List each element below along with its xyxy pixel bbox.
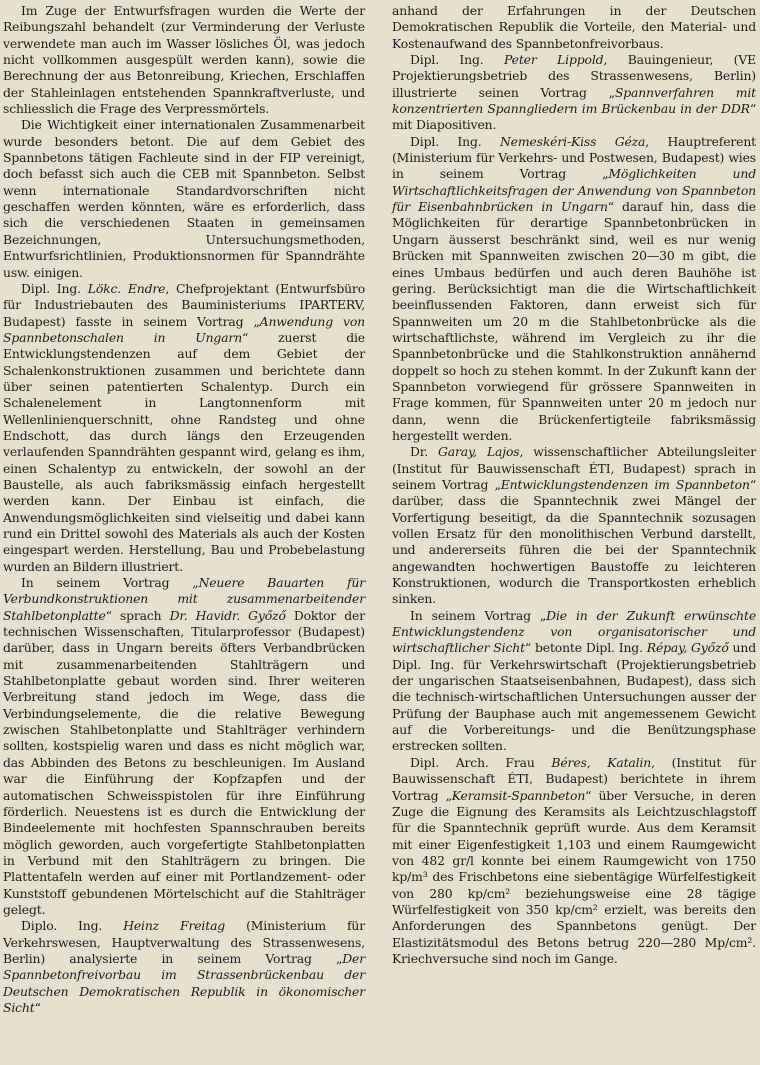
italic-text: Keramsit-Spannbeton xyxy=(451,787,586,803)
left-column xyxy=(3,3,365,1065)
italic-text: Anwendung von Spannbetonschalen in Ungarn xyxy=(3,313,365,345)
paragraph xyxy=(3,281,365,575)
text-run: “ darauf hin, dass die Möglichkeiten für derartige Spannbetonbrücken in Ungarn äusserst beschränkt sind, weil es nur wenig Brücken mit Spannweiten zwischen 20—30 m gibt, die eines Umbaus bedürfen und auch deren Bauhöhe ist gering. Berücksichtigt man die die Wirtschaftlichkeit beeinflussenden Faktoren, dann erweist sich für Spannweiten um 20 m die Stahlbetonbrücke als die wirtschaftlichste, während im Vergleich zu ihr die Spannbetonbrücke und die Stahlkonstruktion annähernd doppelt so hoch zu stehen kommt. In der Zukunft kann der Spannbeton vorwiegend für grössere Spannweiten in Frage kommen, für Spannweiten unter 20 m jedoch nur dann, wenn die Brückenfertigteile fabriksmässig hergestellt werden. xyxy=(392,199,756,443)
text-run: (Ministerium für Verkehrswesen, Hauptverwaltung des Strassenwesens, Berlin) analysierte in seinem Vortrag „ xyxy=(3,918,366,966)
italic-text: Neuere Bauarten für Verbundkonstruktionen mit zusammenarbeitender Stahlbetonplatte xyxy=(3,575,366,623)
text-run: Dipl. Ing. xyxy=(410,52,505,68)
paragraph xyxy=(392,444,756,607)
text-run: “ sprach xyxy=(105,607,170,623)
italic-text: Béres, Katalin xyxy=(551,754,652,770)
text-run: , Hauptreferent (Ministerium für Verkehrs- und Postwesen, Budapest) wies in seinem Vortrag „ xyxy=(392,133,757,182)
text-run: , Chefprojektant (Entwurfsbüro für Industriebauten des Bauministeriums IPARTERV, Budapest) fasste in seinem Vortrag „ xyxy=(3,280,366,329)
italic-text: Spannverfahren mit konzentrierten Spanngliedern im Brückenbau in der DDR xyxy=(392,84,756,117)
italic-text: Répay, Győző xyxy=(646,640,729,656)
text-run: , Bauingenieur, (VE Projektierungsbetrieb des Strassenwesens, Berlin) illustrierte seinen Vortrag „ xyxy=(392,52,757,100)
text-run: Doktor der technischen Wissenschaften, Titularprofessor (Budapest) darüber, dass in Ungarn bereits öfters Verbandbrücken mit zusammenarbeitenden Stahlträgern und Stahlbetonplatte gebaut worden sind. Ihrer weiteren Verbreitung stand jedoch im Wege, dass die Verbindungselemente, die die relative Bewegung zwischen Stahlbetonplatte und Stahlträger verhindern sollten, kostspielig waren und dass es nicht möglich war, das Abbinden des Betons zu beschleunigen. Im Ausland war die Einführung der Kopfzapfen und der automatischen Schweisspistolen für ihre Einführung förderlich. Neuestens ist es durch die Entwicklung der Bindeelemente mit hochfesten Spannschrauben bereits möglich geworden, auch vorgefertigte Stahlbetonplatten in Verbund mit den Stahlträgern zu bringen. Die Plattentafeln werden auf einer mit Portlandzement- oder Kunststoff gebundenen Mörtelschicht auf die Stahlträger gelegt. xyxy=(3,607,365,917)
text-run: “ betonte Dipl. Ing. xyxy=(524,640,647,656)
paragraph xyxy=(3,918,365,1016)
text-run: Diplo. Ing. xyxy=(21,918,124,934)
paragraph xyxy=(3,117,365,280)
paragraph xyxy=(392,3,756,52)
text-run: und Dipl. Ing. für Verkehrswirtschaft (Projektierungsbetrieb der ungarischen Staatseisenbahnen, Budapest), dass sich die technisch-wirtschaftlichen Untersuchungen ausser der Prüfung der Bauphase auch mit angemessenem Gewicht auf die Vorbereitungs- und die Benützungsphase erstrecken sollten. xyxy=(392,640,756,754)
right-column xyxy=(392,3,756,1065)
text-run: Dipl. Ing. xyxy=(21,280,88,296)
paragraph xyxy=(392,755,756,967)
paragraph xyxy=(3,3,365,117)
italic-text: Heinz Freitag xyxy=(123,918,226,934)
italic-text: Peter Lippold xyxy=(504,52,604,68)
text-run: anhand der Erfahrungen in der Deutschen Demokratischen Republik die Vorteile, den Material- und Kostenaufwand des Spannbetonfreivorbaus. xyxy=(392,3,756,51)
text-run: Dipl. Ing. xyxy=(410,133,500,149)
text-run: , wissenschaftlicher Abteilungsleiter (Institut für Bauwissenschaft ÉTI, Budapest) sprach in seinem Vortrag „ xyxy=(392,444,756,492)
text-run: “ über Versuche, in deren Zuge die Eignung des Keramsits als Leichtzuschlagstoff für die Spanntechnik geprüft wurde. Aus dem Keramsit mit einer Eigenfestigkeit 1,103 und einem Raumgewicht von 482 gr/l konnte bei einem Raumgewicht von 1750 kp/m³ des Frischbetons eine siebentägige Würfelfestigkeit von 280 kp/cm² beziehungsweise eine 28 tägige Würfelfestigkeit von 350 kp/cm² erzielt, was bereits den Anforderungen des Spannbetons genügt. Der Elastizitätsmodul des Betons betrug 220—280 Mp/cm². Kriechversuche sind noch im Gange. xyxy=(392,787,757,966)
paragraph xyxy=(392,134,756,445)
text-run: “ zuerst die Entwicklungstendenzen auf dem Gebiet der Schalenkonstruktionen zusammen und berichtete dann über seinen patentierten Schalentyp. Durch ein Schalenelement in Langtonnenform mit Wellenlinienquerschnitt, ohne Randsteg und ohne Endschott, das durch längs den Erzeugenden verlaufenden Spanndrähten gespannt wird, gelang es ihm, einen Schalentyp zu entwickeln, der sowohl an der Baustelle, als auch fabriksmässig einfach hergestellt werden kann. Der Einbau ist einfach, die Anwendungsmöglichkeiten sind vielseitig und dabei kann rund ein Drittel sowohl des Materials als auch der Kosten eingespart werden. Herstellung, Bau und Probebelastung wurden an Bildern illustriert. xyxy=(3,329,365,574)
italic-text: Nemeskéri-Kiss Géza xyxy=(499,133,646,149)
paragraph xyxy=(3,575,365,918)
text-run: In seinem Vortrag „ xyxy=(410,607,547,623)
text-run: Im Zuge der Entwurfsfragen wurden die Werte der Reibungszahl behandelt (zur Verminderung der Verluste verwendete man auch im Wasser lösliches Öl, was jedoch nicht vollkommen ausgespült werden kann), sowie die Berechnung der aus Betonreibung, Kriechen, Erschlaffen der Stahleinlagen entstehenden Spannkraftverluste, und schliesslich die Frage des Verpressmörtels. xyxy=(3,3,365,117)
text-run: In seinem Vortrag „ xyxy=(21,575,199,591)
text-run: Dipl. Arch. Frau xyxy=(410,754,552,770)
italic-text: Die in der Zukunft erwünschte Entwicklungstendenz von organisatorischer und wirtschaftlicher Sicht xyxy=(392,607,756,656)
italic-text: Garay, Lajos xyxy=(437,444,520,460)
italic-text: Möglichkeiten und Wirtschaftlichkeitsfragen der Anwendung von Spannbeton für Eisenbahnbrücken in Ungarn xyxy=(392,166,756,215)
text-run: Dr. xyxy=(410,444,438,460)
italic-text: Entwicklungstendenzen im Spannbeton xyxy=(500,476,750,492)
italic-text: Dr. Havidr. Győző xyxy=(169,607,286,623)
paragraph xyxy=(392,608,756,755)
text-run: , (Institut für Bauwissenschaft ÉTI, Budapest) berichtete in ihrem Vortrag „ xyxy=(392,754,756,803)
italic-text: Lökc. Endre xyxy=(87,280,166,296)
paragraph xyxy=(392,52,756,134)
italic-text: Der Spannbetonfreivorbau im Strassenbrückenbau der Deutschen Demokratischen Republik in ökonomischer Sicht xyxy=(3,950,365,1015)
text-run: “ darüber, dass die Spanntechnik zwei Mängel der Vorfertigung beseitigt, da die Spanntechnik sozusagen vollen Ersatz für den monolithischen Verbund darstellt, und andererseits führen die bei der Spanntechnik angewandten hochwertigen Baustoffe zu leichteren Konstruktionen, wodurch die Transportkosten erheblich sinken. xyxy=(392,476,756,607)
text-run: “ xyxy=(34,999,41,1015)
text-run: Die Wichtigkeit einer internationalen Zusammenarbeit wurde besonders betont. Die auf dem Gebiet des Spannbetons tätigen Fachleute sind in der FIP vereinigt, doch befasst sich auch die CEB mit Spannbeton. Selbst wenn internationale Standardvorschriften nicht geschaffen werden könnten, wäre es erforderlich, dass sich die verschiedenen Staaten in gemeinsamen Bezeichnungen, Untersuchungsmethoden, Entwurfsrichtlinien, Produktionsnormen für Spanndrähte usw. einigen. xyxy=(3,117,365,280)
text-run: “ mit Diapositiven. xyxy=(392,101,756,133)
